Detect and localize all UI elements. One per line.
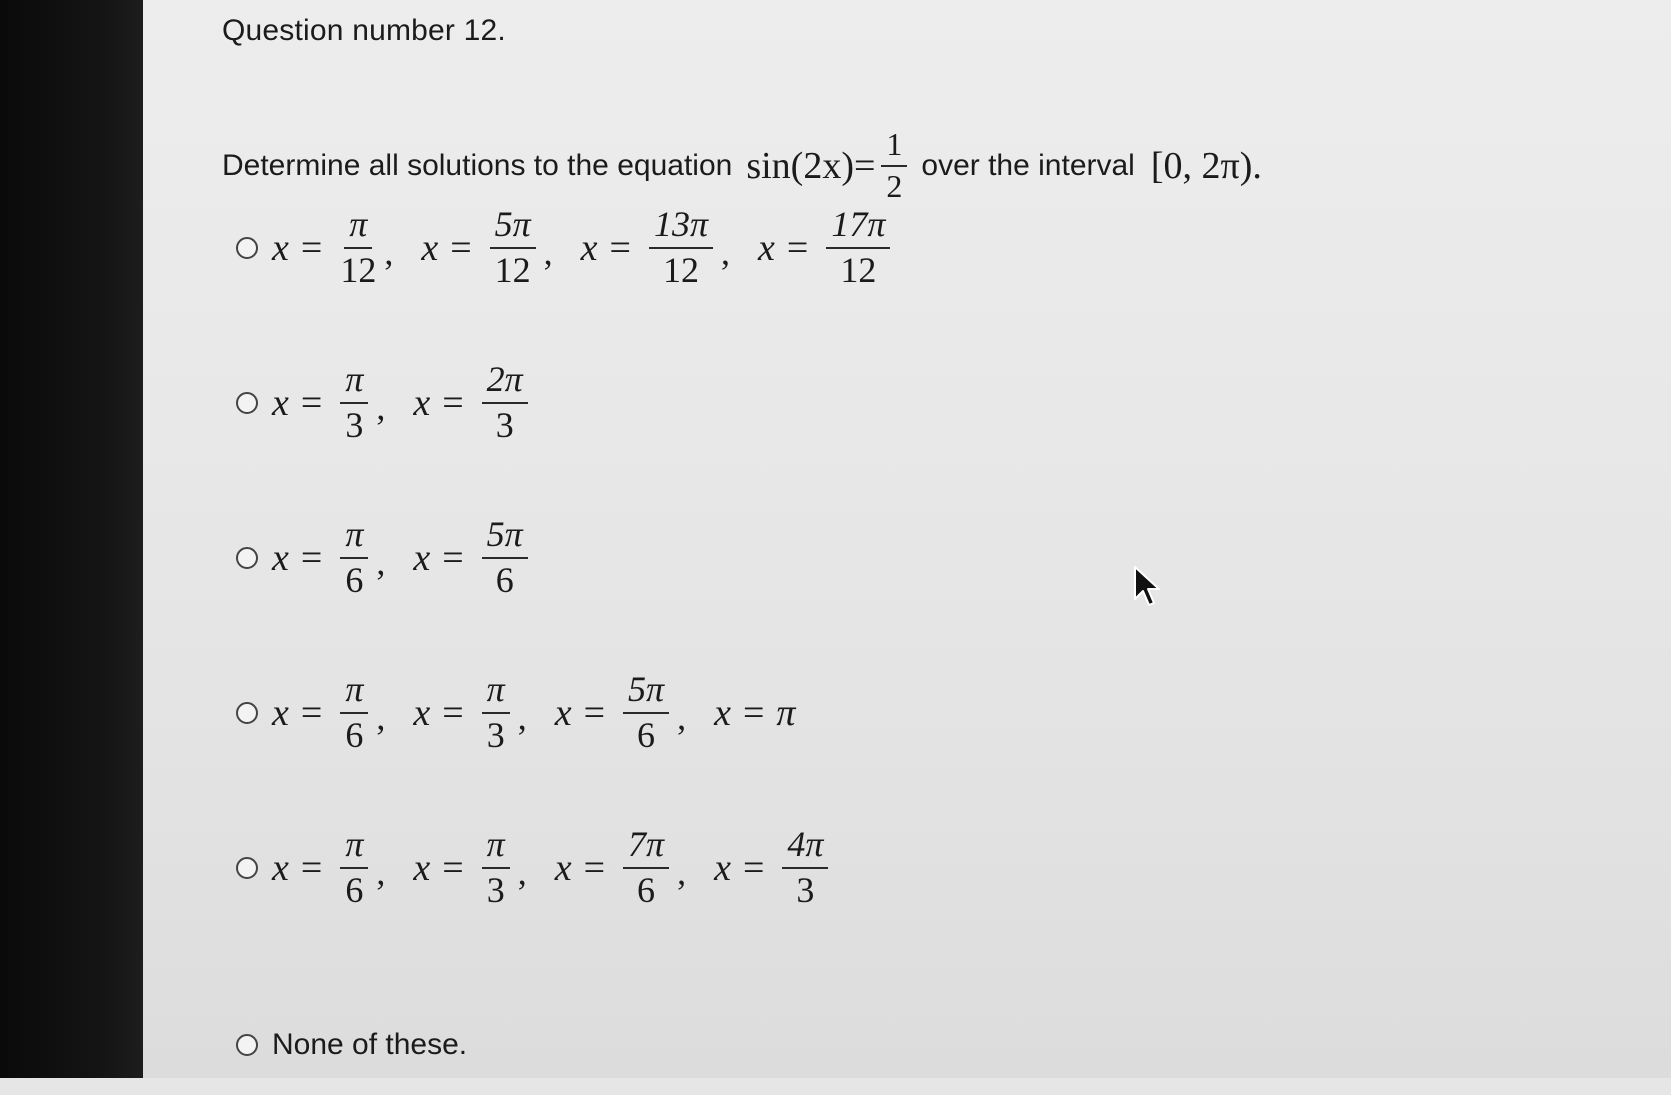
- mouse-pointer-icon: [1133, 565, 1161, 609]
- fraction: [482, 361, 528, 445]
- variable-x: x: [580, 227, 598, 269]
- equals-sign: =: [300, 382, 323, 424]
- equals-sign: =: [583, 692, 606, 734]
- equals-sign: =: [609, 227, 631, 269]
- variable-x: x: [714, 692, 731, 734]
- solution-term: [555, 826, 675, 910]
- fraction: [340, 671, 368, 755]
- comma: ,: [376, 852, 386, 892]
- fraction: [623, 671, 669, 755]
- fraction-denominator: 6: [345, 870, 364, 910]
- solution-term: [758, 206, 896, 290]
- solution-value: π: [776, 692, 796, 734]
- variable-x: x: [413, 537, 431, 579]
- variable-x: x: [554, 847, 572, 889]
- equals-sign: =: [300, 537, 323, 579]
- variable-x: x: [421, 227, 439, 269]
- solution-term: [272, 826, 374, 910]
- variable-x: x: [272, 382, 289, 424]
- equals-sign: =: [442, 847, 464, 889]
- comma: ,: [517, 697, 527, 737]
- question-number: Question number 12.: [222, 14, 506, 47]
- fraction: [482, 826, 510, 910]
- comma: ,: [543, 232, 553, 272]
- radio-button[interactable]: [236, 702, 258, 724]
- fraction-numerator: 7π: [623, 826, 669, 869]
- fraction-numerator: 17π: [826, 206, 890, 249]
- comma: ,: [677, 697, 687, 737]
- solution-term: [714, 826, 834, 910]
- fraction: [340, 826, 368, 910]
- fraction-numerator: 5π: [623, 671, 669, 714]
- fraction-denominator: 6: [637, 870, 656, 910]
- solution-term: [413, 671, 515, 755]
- fraction-numerator: 5π: [490, 206, 536, 249]
- answer-option-4[interactable]: [236, 663, 795, 763]
- answer-option-5[interactable]: [236, 818, 834, 918]
- fraction-numerator: 4π: [782, 826, 828, 869]
- answer-option-2[interactable]: [236, 353, 534, 453]
- answer-option-3[interactable]: [236, 508, 534, 608]
- comma: ,: [376, 697, 386, 737]
- fraction-numerator: 5π: [482, 516, 528, 559]
- comma: ,: [517, 852, 527, 892]
- fraction: [340, 206, 376, 290]
- fraction-denominator: 3: [796, 870, 815, 910]
- variable-x: x: [272, 537, 289, 579]
- equation-rhs-fraction: [881, 128, 907, 203]
- variable-x: x: [272, 227, 289, 269]
- solution-term: [272, 206, 382, 290]
- fraction: [340, 361, 368, 445]
- fraction-numerator: π: [340, 361, 368, 404]
- comma: ,: [376, 542, 386, 582]
- fraction-denominator: 3: [495, 405, 514, 445]
- fraction-denominator: 6: [637, 715, 656, 755]
- comma: ,: [721, 232, 731, 272]
- answer-option-1[interactable]: [236, 198, 896, 298]
- variable-x: x: [714, 847, 731, 889]
- radio-button[interactable]: [236, 1034, 258, 1056]
- fraction-denominator: 12: [494, 250, 531, 290]
- solution-term: [555, 671, 675, 755]
- solution-term: [413, 516, 533, 600]
- solution-term: [413, 826, 515, 910]
- rhs-denominator: 2: [886, 168, 903, 204]
- solution-term: [272, 516, 374, 600]
- solution-term: [272, 361, 374, 445]
- variable-x: x: [272, 847, 289, 889]
- solution-term: [272, 671, 374, 755]
- fraction-numerator: 13π: [649, 206, 713, 249]
- comma: ,: [376, 387, 386, 427]
- option-label: None of these.: [272, 1028, 468, 1061]
- radio-button[interactable]: [236, 857, 258, 879]
- variable-x: x: [272, 692, 289, 734]
- interval: [0, 2π).: [1150, 145, 1262, 187]
- fraction: [649, 206, 713, 290]
- fraction-denominator: 6: [495, 560, 514, 600]
- fraction-denominator: 6: [345, 560, 364, 600]
- prompt-text-before: Determine all solutions to the equation: [222, 149, 733, 182]
- fraction: [482, 671, 510, 755]
- radio-button[interactable]: [236, 392, 258, 414]
- solution-term: [714, 691, 795, 735]
- fraction: [826, 206, 890, 290]
- equals-sign: =: [742, 847, 765, 889]
- equals-sign: =: [300, 227, 323, 269]
- fraction-numerator: π: [344, 206, 372, 249]
- fraction-denominator: 12: [840, 250, 877, 290]
- equals-sign: =: [583, 847, 606, 889]
- fraction-denominator: 6: [345, 715, 364, 755]
- solution-term: [413, 361, 533, 445]
- equals-sign: =: [442, 692, 464, 734]
- equals-sign: =: [786, 227, 809, 269]
- fraction: [482, 516, 528, 600]
- answer-option-none[interactable]: [236, 995, 467, 1095]
- equals-sign: =: [300, 847, 323, 889]
- fraction: [340, 516, 368, 600]
- equals-sign: =: [442, 382, 464, 424]
- radio-button[interactable]: [236, 237, 258, 259]
- fraction-numerator: π: [340, 826, 368, 869]
- fraction-numerator: π: [340, 671, 368, 714]
- variable-x: x: [554, 692, 572, 734]
- fraction-denominator: 3: [486, 715, 505, 755]
- radio-button[interactable]: [236, 547, 258, 569]
- rhs-numerator: 1: [881, 128, 907, 167]
- fraction-denominator: 3: [486, 870, 505, 910]
- fraction-numerator: 2π: [482, 361, 528, 404]
- fraction-denominator: 3: [345, 405, 364, 445]
- equation-lhs: sin(2x)=: [746, 145, 876, 187]
- fraction-denominator: 12: [663, 250, 699, 290]
- solution-term: [421, 206, 541, 290]
- fraction: [782, 826, 828, 910]
- equals-sign: =: [742, 692, 765, 734]
- fraction: [490, 206, 536, 290]
- fraction-denominator: 12: [340, 250, 377, 290]
- equals-sign: =: [450, 227, 472, 269]
- equals-sign: =: [300, 692, 323, 734]
- variable-x: x: [413, 692, 431, 734]
- fraction-numerator: π: [482, 826, 510, 869]
- variable-x: x: [758, 227, 775, 269]
- fraction: [623, 826, 669, 910]
- equals-sign: =: [442, 537, 464, 579]
- fraction-numerator: π: [482, 671, 510, 714]
- variable-x: x: [413, 382, 431, 424]
- comma: ,: [384, 232, 394, 272]
- prompt-text-after: over the interval: [921, 149, 1135, 182]
- variable-x: x: [413, 847, 431, 889]
- fraction-numerator: π: [340, 516, 368, 559]
- solution-term: [581, 206, 719, 290]
- monitor-bezel: [0, 0, 143, 1078]
- comma: ,: [677, 852, 687, 892]
